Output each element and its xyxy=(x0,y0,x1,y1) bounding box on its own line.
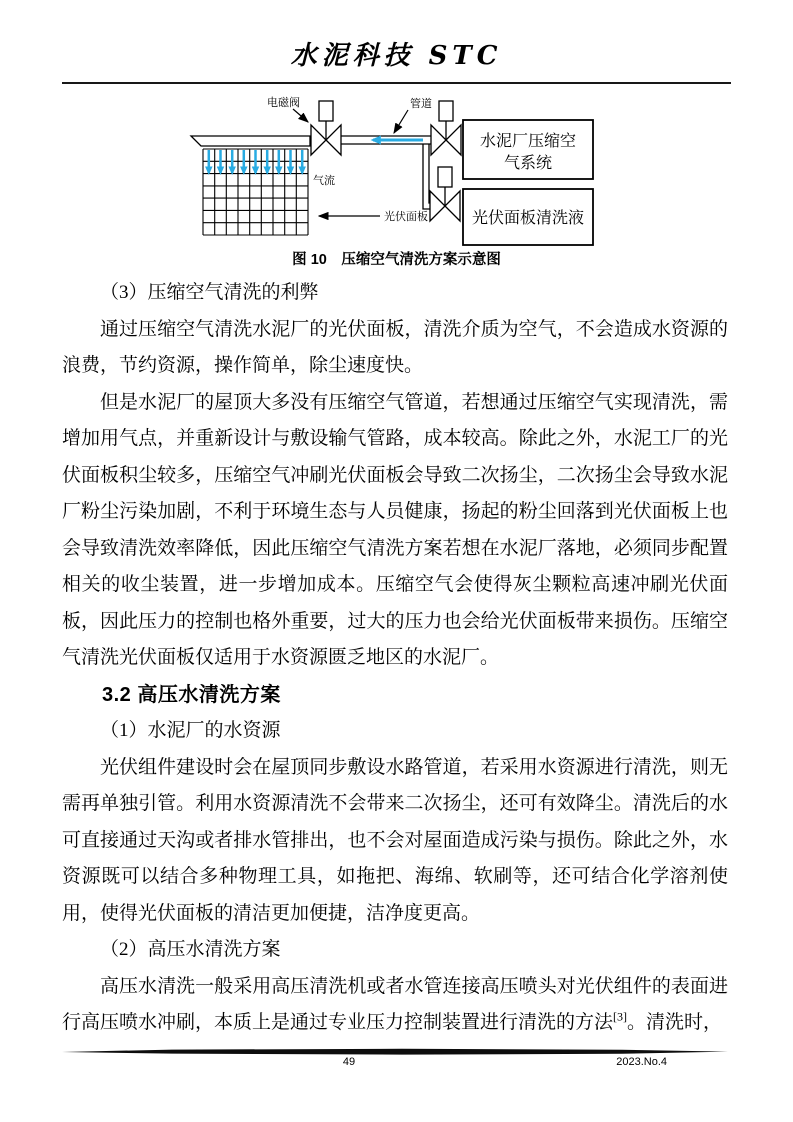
paragraph-disadvantages: 但是水泥厂的屋顶大多没有压缩空气管道，若想通过压缩空气实现清洗，需增加用气点，并重新设计与敷设输气管路，成本较高。除此之外，水泥工厂的光伏面板积尘较多，压缩空气冲刷光伏面板会导致二次扬尘，二次扬尘会导致水泥厂粉尘污染加剧，不利于环境生态与人员健康，扬起的粉尘回落到光伏面板上也会导致清洗效率降低，因此压缩空气清洗方案若想在水泥厂落地，必须同步配置相关的收尘装置，进一步增加成本。压缩空气会使得灰尘颗粒高速冲刷光伏面板，因此压力的控制也格外重要，过大的压力也会给光伏面板带来损伤。压缩空气清洗光伏面板仅适用于水资源匮乏地区的水泥厂。 xyxy=(62,391,728,668)
air-system-valve-icon xyxy=(431,101,461,155)
header-rule xyxy=(62,82,731,84)
citation-ref-3: [3] xyxy=(613,1009,628,1024)
air-system-box-label-line1: 水泥厂压缩空 xyxy=(479,133,577,150)
pipe-label: 管道 xyxy=(410,98,432,110)
paragraph-high-pressure xyxy=(62,969,728,1042)
pv-panel-label: 光伏面板 xyxy=(384,211,428,223)
item-2-heading: （2）高压水清洗方案 xyxy=(100,939,281,960)
air-system-box-label-line2: 气系统 xyxy=(503,155,553,172)
air-system-box xyxy=(463,120,593,179)
solenoid-valve-icon xyxy=(311,101,341,155)
item-1-heading: （1）水泥厂的水资源 xyxy=(100,720,281,741)
branch-pipe-icon xyxy=(423,144,430,209)
pipe-pointer-line xyxy=(394,110,408,133)
page-number: 49 xyxy=(342,1056,356,1068)
item-3-heading: （3）压缩空气清洗的利弊 xyxy=(100,282,319,303)
paragraph-high-pressure-text: 高压水清洗一般采用高压清洗机或者水管连接高压喷头对光伏组件的表面进行高压喷水冲刷，本质上是通过专业压力控制装置进行清洗的方法 xyxy=(62,975,728,1033)
journal-title: 水泥科技 STC xyxy=(290,41,503,71)
paragraph-water-resource: 光伏组件建设时会在屋顶同步敷设水路管道，若采用水资源进行清洗，则无需再单独引管。利用水资源清洗不会带来二次扬尘，还可有效降尘。清洗后的水可直接通过天沟或者排水管排出，也不会对屋面造成污染与损伤。除此之外，水资源既可以结合多种物理工具，如拖把、海绵、软刷等，还可结合化学溶剂使用，使得光伏面板的清洁更加便捷，洁净度更高。 xyxy=(62,756,728,924)
cleaning-liquid-box xyxy=(463,189,593,245)
section-heading-3-2: 3.2 高压水清洗方案 xyxy=(102,683,281,706)
airflow-label: 气流 xyxy=(313,175,335,187)
solenoid-valve-label: 电磁阀 xyxy=(267,97,300,109)
cleaning-liquid-valve-icon xyxy=(430,167,460,221)
figure-10 xyxy=(62,94,731,250)
paragraph-high-pressure-tail: 。清洗时， xyxy=(627,1012,723,1033)
solenoid-valve-pointer-line xyxy=(293,109,308,122)
article-body xyxy=(62,275,728,1042)
figure-caption: 图 10 压缩空气清洗方案示意图 xyxy=(292,252,501,268)
nozzle-manifold xyxy=(191,136,310,146)
cleaning-liquid-box-label: 光伏面板清洗液 xyxy=(471,210,585,227)
paragraph-advantages: 通过压缩空气清洗水泥厂的光伏面板，清洗介质为空气，不会造成水资源的浪费，节约资源，操作简单，除尘速度快。 xyxy=(62,318,728,376)
compressed-air-cleaning-diagram xyxy=(183,94,603,250)
footer-rule xyxy=(62,1048,728,1056)
issue-label: 2023.No.4 xyxy=(616,1056,667,1068)
